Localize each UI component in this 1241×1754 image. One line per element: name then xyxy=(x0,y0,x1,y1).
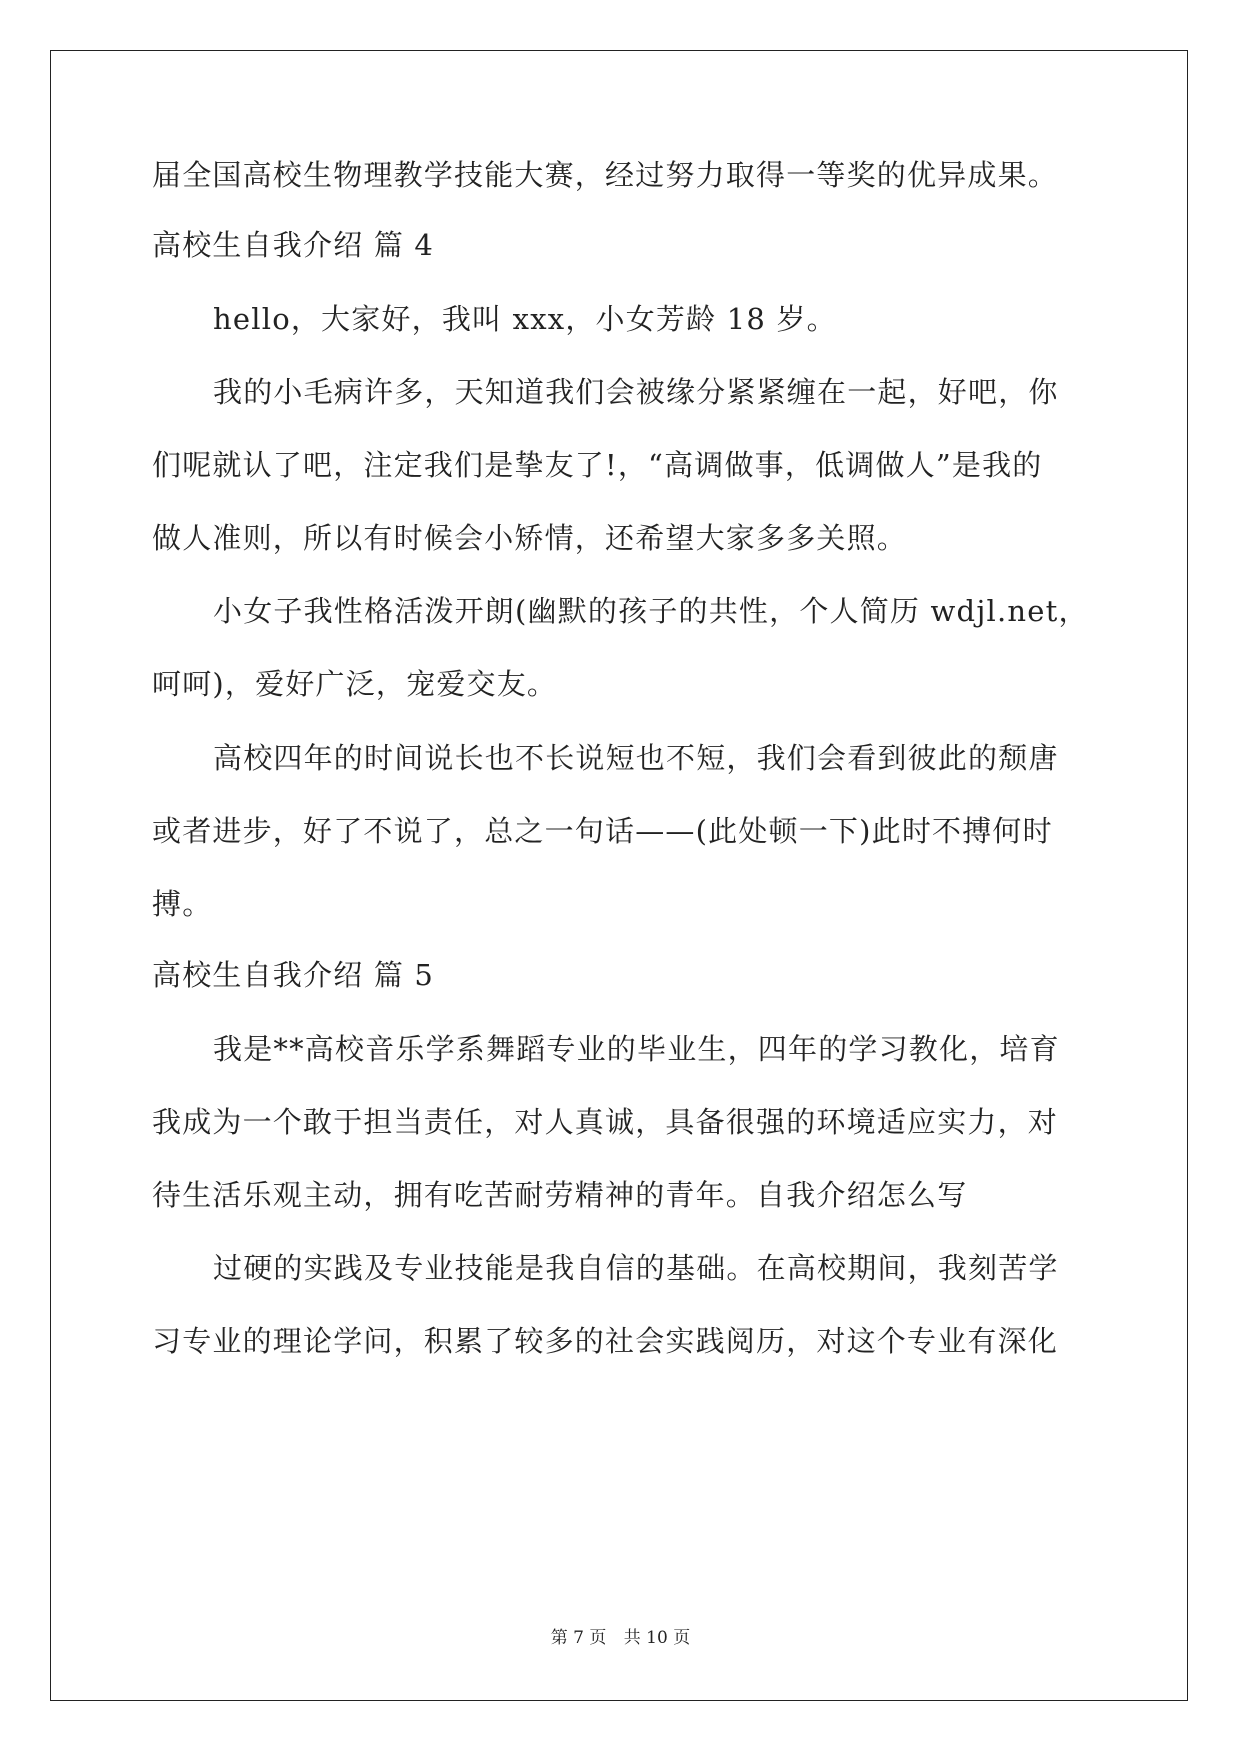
text-line: 待生活乐观主动，拥有吃苦耐劳精神的青年。自我介绍怎么写 xyxy=(152,1178,968,1212)
section-heading-5: 高校生自我介绍 篇 5 xyxy=(152,958,435,992)
text-line: 做人准则，所以有时候会小矫情，还希望大家多多关照。 xyxy=(152,521,908,555)
page-total: 共 10 页 xyxy=(623,1628,691,1648)
text-line: 高校四年的时间说长也不长说短也不短，我们会看到彼此的颓唐 xyxy=(213,741,1059,775)
page-footer xyxy=(0,1627,1241,1649)
text-line: 或者进步，好了不说了，总之一句话——(此处顿一下)此时不搏何时 xyxy=(152,814,1053,848)
text-line: 呵呵)，爱好广泛，宠爱交友。 xyxy=(152,667,558,701)
text-line: 习专业的理论学问，积累了较多的社会实践阅历，对这个专业有深化 xyxy=(152,1324,1059,1358)
text-line: 过硬的实践及专业技能是我自信的基础。在高校期间，我刻苦学 xyxy=(213,1251,1059,1285)
page-number: 第 7 页 xyxy=(550,1628,607,1648)
text-line: 小女子我性格活泼开朗(幽默的孩子的共性，个人简历 wdjl.net， xyxy=(213,594,1089,628)
text-line: hello，大家好，我叫 xxx，小女芳龄 18 岁。 xyxy=(213,302,837,336)
page-border xyxy=(50,50,1188,1701)
text-line: 我的小毛病许多，天知道我们会被缘分紧紧缠在一起，好吧，你 xyxy=(213,375,1059,409)
text-line: 我成为一个敢于担当责任，对人真诚，具备很强的环境适应实力，对 xyxy=(152,1105,1059,1139)
text-line: 搏。 xyxy=(152,887,213,921)
text-line: 我是**高校音乐学系舞蹈专业的毕业生，四年的学习教化，培育 xyxy=(213,1032,1060,1066)
text-line: 届全国高校生物理教学技能大赛，经过努力取得一等奖的优异成果。 xyxy=(152,158,1059,192)
text-line: 们呢就认了吧，注定我们是挚友了!，“高调做事，低调做人”是我的 xyxy=(152,448,1043,482)
section-heading-4: 高校生自我介绍 篇 4 xyxy=(152,228,435,262)
